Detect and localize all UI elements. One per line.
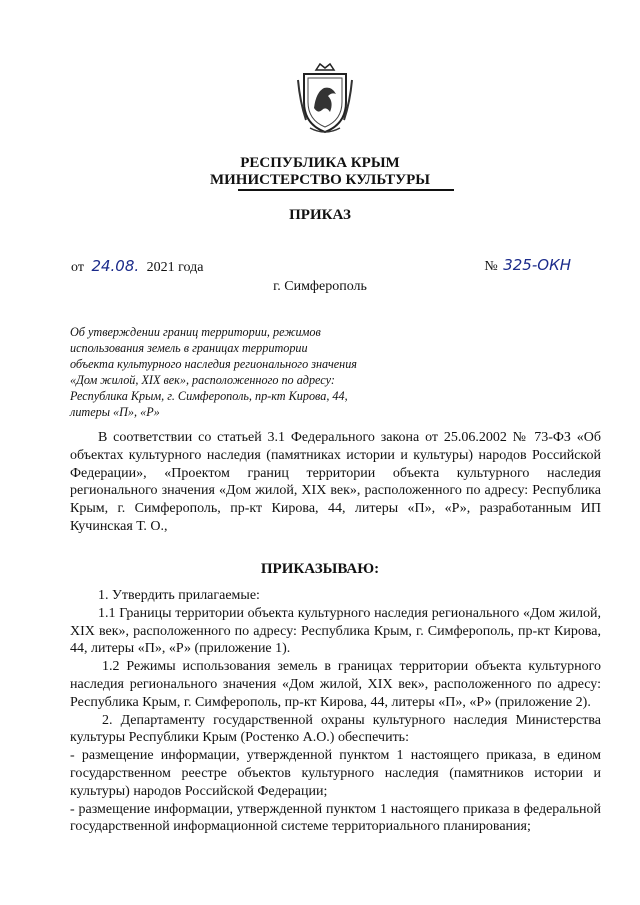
- item-1-2: 1.2 Режимы использования земель в границах территории объекта культурного наследия регионального значения «Дом жилой, XIX век», расположенного по адресу: Республика Крым, г. Симферополь, пр-кт Кирова, 44, литеры «П», «Р» (приложение 2).: [70, 659, 601, 710]
- document-number: [484, 256, 575, 275]
- order-items: [70, 587, 601, 836]
- date-line: [71, 257, 203, 276]
- bullet-item: - размещение информации, утвержденной пунктом 1 настоящего приказа в федеральной государственной информационной системе территориального планирования;: [70, 801, 601, 835]
- city-line: г. Симферополь: [273, 279, 367, 294]
- republic-heading: РЕСПУБЛИКА КРЫМ: [240, 155, 400, 171]
- subject-line: литеры «П», «Р»: [70, 405, 160, 419]
- document-type-title: ПРИКАЗ: [289, 207, 351, 223]
- item-1-1: 1.1 Границы территории объекта культурного наследия регионального «Дом жилой, XIX век», расположенного по адресу: Республика Крым, г. Симферополь, пр-кт Кирова, 44, литеры «П», «Р» (приложение 1).: [70, 605, 601, 657]
- date-prefix: от: [71, 260, 84, 275]
- item-2: 2. Департаменту государственной охраны культурного наследия Министерства культуры Республики Крым (Ростенко А.О.) обеспечить:: [70, 712, 601, 746]
- number-prefix: №: [484, 259, 498, 274]
- subject-line: использования земель в границах территории: [70, 341, 308, 355]
- ministry-heading: МИНИСТЕРСТВО КУЛЬТУРЫ: [209, 172, 431, 188]
- date-year: 2021 года: [146, 260, 204, 275]
- preamble-text: В соответствии со статьей 3.1 Федерального закона от 25.06.2002 № 73-ФЗ «Об объектах культурного наследия (памятниках истории и культуры) народов Российской Федерации», «Проектом границ территории объекта культурного наследия регионального значения «Дом жилой, XIX век», расположенного по адресу: Республика Крым, г. Симферополь, пр-кт Кирова, 44, литеры «П», «Р», разработанным ИП Кучинская Т. О.,: [70, 430, 601, 534]
- item-1: 1. Утвердить прилагаемые:: [98, 588, 260, 603]
- coat-of-arms-emblem: [296, 62, 354, 136]
- header-divider: [238, 189, 454, 191]
- handwritten-date: 24.08.: [91, 257, 140, 275]
- bullet-item: - размещение информации, утвержденной пунктом 1 настоящего приказа, в едином государственном реестре объектов культурного наследия (памятников истории и культуры) народов Российской Федерации;: [70, 748, 601, 799]
- handwritten-number: 325-ОКН: [503, 256, 571, 274]
- order-heading: ПРИКАЗЫВАЮ:: [260, 561, 380, 577]
- subject-block: [70, 324, 410, 420]
- subject-line: Об утверждении границ территории, режимов: [70, 325, 321, 339]
- subject-line: Республика Крым, г. Симферополь, пр-кт Кирова, 44,: [70, 389, 348, 403]
- subject-line: «Дом жилой, XIX век», расположенного по адресу:: [70, 373, 335, 387]
- preamble-paragraph: [70, 429, 601, 536]
- subject-line: объекта культурного наследия регионального значения: [70, 357, 357, 371]
